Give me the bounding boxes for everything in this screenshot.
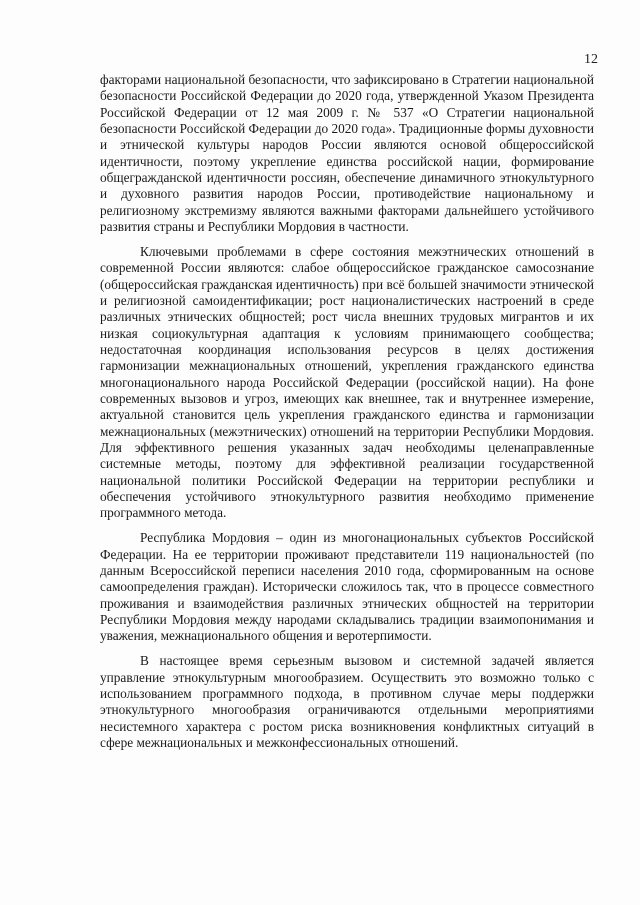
paragraph-4: В настоящее время серьезным вызовом и системной задачей является управление этнокультурным многообразием. Осуществить это возможно только с использованием программного подхода, в противном случае меры поддержки этнокультурного многообразия ограничиваются отдельными мероприятиями несистемного характера с ростом риска возникновения конфликтных ситуаций в сфере межнациональных и межконфессиональных отношений.	[100, 653, 594, 750]
document-body	[100, 72, 594, 751]
paragraph-1: факторами национальной безопасности, что зафиксировано в Стратегии национальной безопасности Российской Федерации до 2020 года, утвержденной Указом Президента Российской Федерации от 12 мая 2009 г. № 537 «О Стратегии национальной безопасности Российской Федерации до 2020 года». Традиционные формы духовности и этнической культуры народов России являются основой общероссийской идентичности, поэтому укрепление единства российской нации, формирование общегражданской идентичности россиян, обеспечение динамичного этнокультурного и духовного развития народов России, противодействие национальному и религиозному экстремизму являются важными факторами дальнейшего устойчивого развития страны и Республики Мордовия в частности.	[100, 72, 594, 235]
paragraph-2: Ключевыми проблемами в сфере состояния межэтнических отношений в современной России являются: слабое общероссийское гражданское самосознание (общероссийская гражданская идентичность) при всё большей значимости этнической и религиозной самоидентификации; рост националистических настроений в среде различных этнических общностей; рост числа внешних трудовых мигрантов и их низкая социокультурная адаптация к условиям принимающего сообщества; недостаточная координация использования ресурсов в целях достижения гармонизации межнациональных отношений, укрепления гражданского единства многонационального народа Российской Федерации (российской нации). На фоне современных вызовов и угроз, имеющих как внешнее, так и внутреннее измерение, актуальной становится цель укрепления гражданского единства и гармонизации межнациональных (межэтнических) отношений на территории Республики Мордовия. Для эффективного решения указанных задач необходимы целенаправленные системные методы, поэтому для эффективной реализации государственной национальной политики Российской Федерации на территории республики и обеспечения устойчивого этнокультурного развития необходимо применение программного метода.	[100, 243, 594, 521]
page-number: 12	[584, 52, 598, 67]
paragraph-3: Республика Мордовия – один из многонациональных субъектов Российской Федерации. На ее территории проживают представители 119 национальностей (по данным Всероссийской переписи населения 2010 года, сформированным на основе самоопределения граждан). Исторически сложилось так, что в процессе совместного проживания и взаимодействия различных этнических общностей на территории Республики Мордовия между народами складывались традиции взаимопонимания и уважения, межнационального общения и веротерпимости.	[100, 530, 594, 644]
